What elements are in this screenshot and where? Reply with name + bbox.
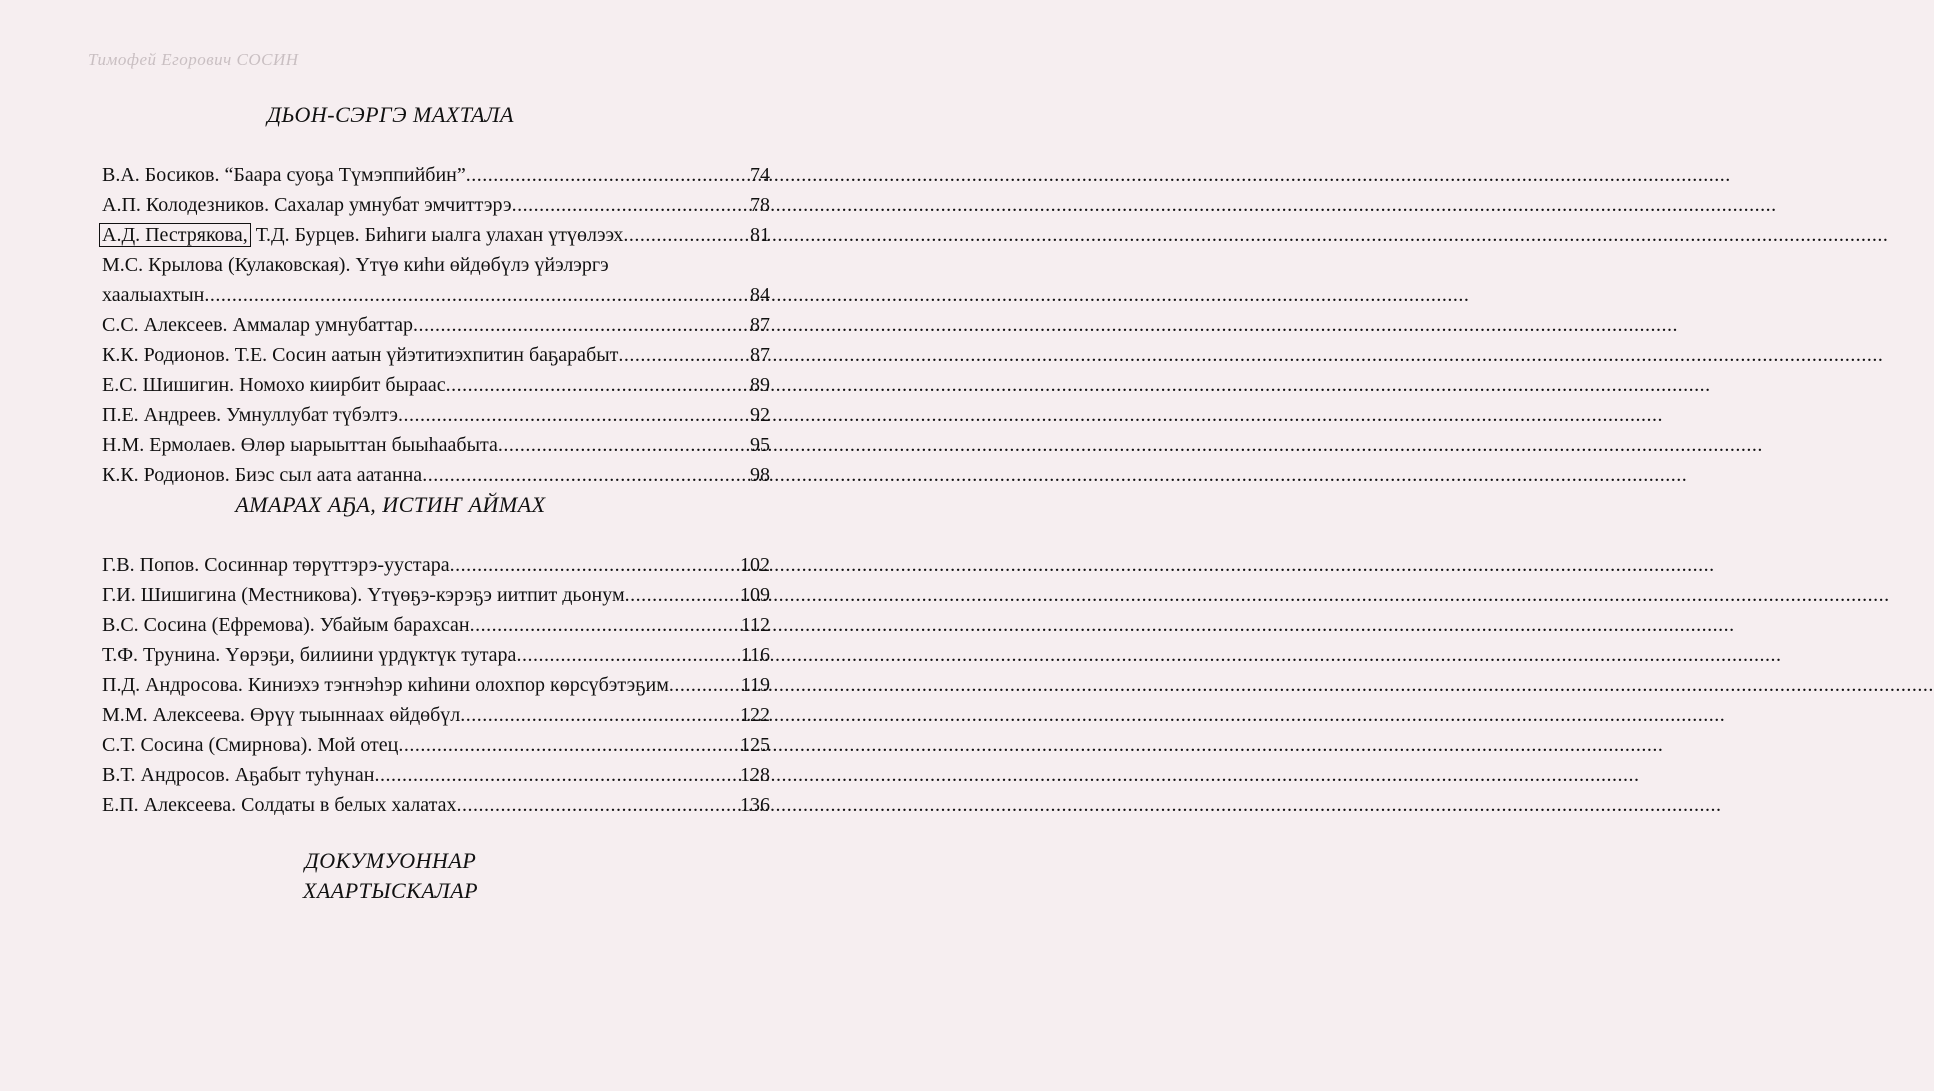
toc-entry[interactable] [102, 370, 770, 400]
toc-entry[interactable] [102, 700, 770, 730]
section-title-3: ДОКУМУОННАР [304, 848, 477, 873]
toc-entry[interactable] [102, 400, 770, 430]
entry-title: Е.П. Алексеева. Солдаты в белых халатах [102, 794, 457, 816]
leader-dots [204, 280, 749, 310]
toc-entry[interactable] [102, 760, 770, 790]
entry-page: 74 [750, 164, 770, 186]
leader-dots [669, 670, 740, 700]
entry-title: С.С. Алексеев. Аммалар умнубаттар [102, 314, 414, 336]
entry-page: 102 [740, 554, 770, 576]
entry-title: Г.В. Попов. Сосиннар төрүттэрэ-уустара [102, 554, 450, 576]
toc-entry[interactable] [102, 730, 770, 760]
entry-page: 87 [750, 344, 770, 366]
entry-page: 95 [750, 434, 770, 456]
entry-title: Т.Д. Бурцев. Биһиги ыалга улахан үтүөлээх [255, 224, 624, 246]
entry-title: А.П. Колодезников. Сахалар умнубат эмчиттэрэ [102, 194, 512, 216]
toc-entry[interactable] [102, 460, 770, 490]
leader-dots [498, 430, 749, 460]
entry-title: К.К. Родионов. Биэс сыл аата аатанна [102, 464, 423, 486]
entry-page: 78 [750, 194, 770, 216]
toc-entry[interactable] [102, 310, 770, 340]
toc-entry[interactable] [102, 160, 770, 190]
toc-entry[interactable] [102, 250, 770, 310]
entry-title-line1: М.С. Крылова (Кулаковская). Үтүө киһи өйдөбүлэ үйэлэргэ [102, 254, 609, 276]
toc-entry[interactable] [102, 430, 770, 460]
entry-title: Е.С. Шишигин. Номохо киирбит быраас [102, 374, 446, 396]
toc-entry[interactable] [102, 220, 770, 250]
leader-dots [625, 580, 739, 610]
entry-title: М.М. Алексеева. Өрүү тыыннаах өйдөбүл [102, 704, 461, 726]
entry-page: 109 [740, 584, 770, 606]
entry-page: 128 [740, 764, 770, 786]
entry-title: Г.И. Шишигина (Местникова). Үтүөҕэ-кэрэҕэ иитпит дьонум [102, 584, 625, 606]
entry-page: 92 [750, 404, 770, 426]
boxed-author: А.Д. Пестрякова, [99, 223, 251, 247]
toc-entry[interactable] [102, 790, 770, 820]
entry-page: 84 [750, 284, 770, 306]
leader-dots [516, 640, 739, 670]
section-title-1: ДЬОН-СЭРГЭ МАХТАЛА [267, 102, 514, 127]
section-title-2: АМАРАХ АҔА, ИСТИҤ АЙМАХ [235, 492, 546, 517]
entry-page: 81 [750, 224, 770, 246]
section-title-4: ХААРТЫСКАЛАР [302, 878, 479, 903]
toc-entry[interactable] [102, 340, 770, 370]
entry-title: С.Т. Сосина (Смирнова). Мой отец [102, 734, 399, 756]
running-head: Тимофей Егорович СОСИН [88, 50, 299, 69]
leader-dots [413, 310, 749, 340]
toc-entry[interactable] [102, 610, 770, 640]
entry-page: 87 [750, 314, 770, 336]
toc-entry[interactable] [102, 670, 770, 700]
leader-dots [512, 190, 749, 220]
entry-page: 98 [750, 464, 770, 486]
leader-dots [398, 730, 739, 760]
entry-page: 122 [740, 704, 770, 726]
leader-dots [460, 700, 739, 730]
leader-dots [450, 550, 739, 580]
leader-dots [623, 220, 749, 250]
toc-section-1 [102, 160, 770, 490]
leader-dots [457, 790, 739, 820]
entry-title: П.Е. Андреев. Умнуллубат түбэлтэ [102, 404, 398, 426]
leader-dots [422, 460, 749, 490]
entry-title: В.А. Босиков. “Баара суоҕа Түмэппийбин” [102, 164, 466, 186]
leader-dots [446, 370, 749, 400]
entry-page: 125 [740, 734, 770, 756]
leader-dots [470, 610, 740, 640]
toc-entry[interactable] [102, 640, 770, 670]
entry-title: П.Д. Андросова. Киниэхэ тэҥнэһэр киһини олохпор көрсүбэтэҕим [102, 674, 669, 696]
leader-dots [466, 160, 749, 190]
entry-page: 112 [740, 614, 770, 636]
entry-page: 116 [740, 644, 770, 666]
toc-entry[interactable] [102, 550, 770, 580]
toc-section-2 [102, 550, 770, 820]
entry-title: Т.Ф. Трунина. Үөрэҕи, билиини үрдүктүк тутара [102, 644, 517, 666]
entry-title: К.К. Родионов. Т.Е. Сосин аатын үйэтитиэхпитин баҕарабыт [102, 344, 619, 366]
toc-entry[interactable] [102, 190, 770, 220]
leader-dots [374, 760, 739, 790]
leader-dots [618, 340, 749, 370]
leader-dots [398, 400, 749, 430]
entry-title: В.С. Сосина (Ефремова). Убайым барахсан [102, 614, 470, 636]
entry-page: 136 [740, 794, 770, 816]
entry-title: Н.М. Ермолаев. Өлөр ыарыыттан быыһаабыта [102, 434, 498, 456]
entry-title: хаалыахтын [102, 284, 205, 306]
entry-page: 89 [750, 374, 770, 396]
entry-page: 119 [740, 674, 770, 696]
entry-title: В.Т. Андросов. Аҕабыт туһунан [102, 764, 375, 786]
toc-entry[interactable] [102, 580, 770, 610]
